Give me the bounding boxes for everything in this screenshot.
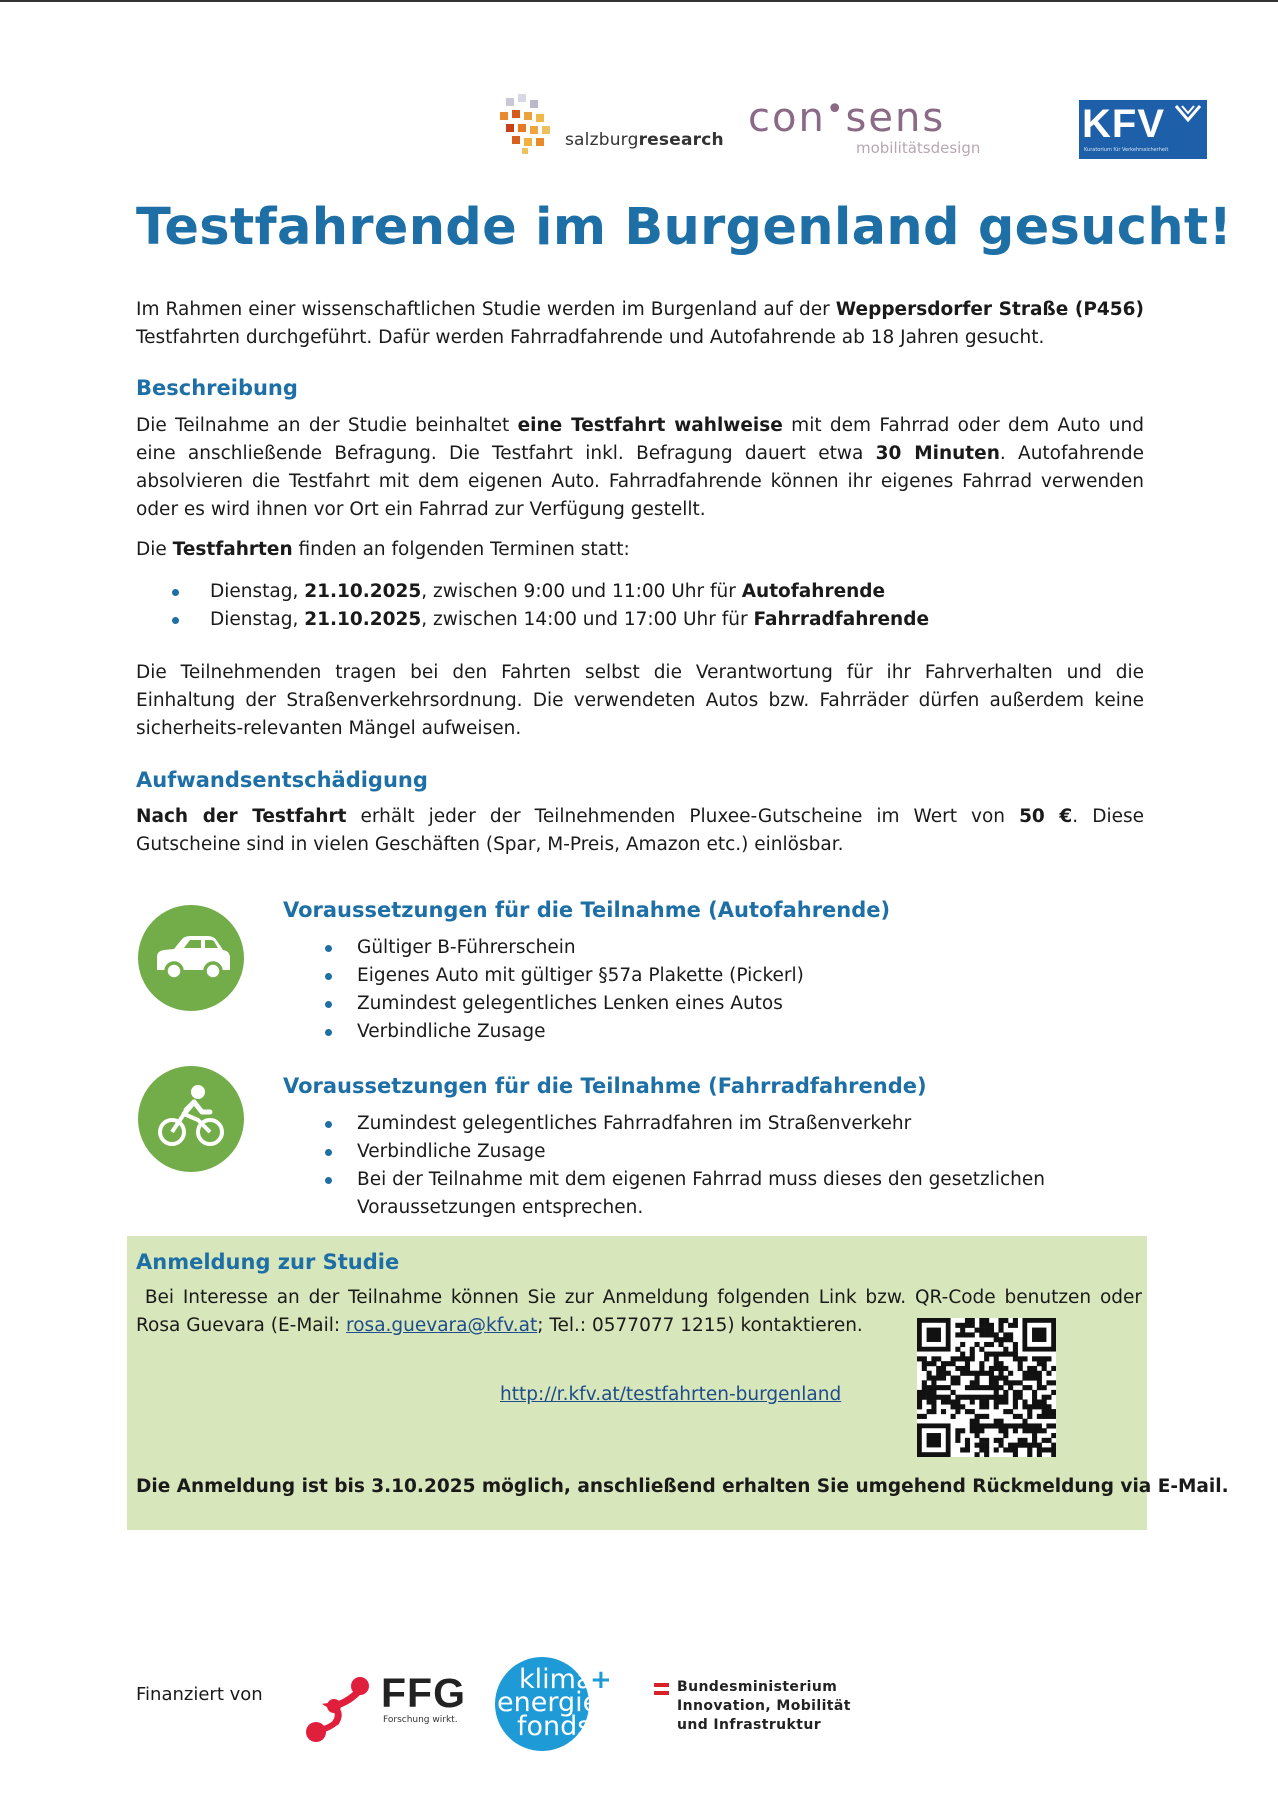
termin-day: Dienstag, bbox=[210, 581, 305, 602]
kfv-chevron-icon bbox=[1174, 104, 1202, 124]
registration-url-link[interactable]: http://r.kfv.at/testfahrten-burgenland bbox=[500, 1384, 842, 1405]
termin-target: Autofahrende bbox=[741, 581, 886, 602]
rad-heading: Voraussetzungen für die Teilnahme (Fahrradfahrende) bbox=[283, 1074, 927, 1098]
austria-flag-icon-stripe bbox=[654, 1691, 669, 1695]
top-border-line bbox=[0, 0, 1278, 2]
anmeldung-text-1: Bei Interesse an der Teilnahme können Sie zur Anmeldung folgenden Link bzw. QR-Code benutzen oder Rosa Guevara (E-Mail: bbox=[136, 1287, 1142, 1336]
consens-part2: sens bbox=[845, 95, 946, 141]
termine-intro-bold: Testfahrten bbox=[172, 539, 293, 560]
qr-code-image bbox=[917, 1318, 1056, 1457]
consens-dot: • bbox=[825, 92, 846, 127]
salzburgresearch-wordmark bbox=[565, 130, 724, 150]
aufwand-text-1: erhält jeder der Teilnehmenden Pluxee-Gutscheine im Wert von bbox=[346, 806, 1020, 827]
beschreibung-text-3: . Autofahrende absolvieren die Testfahrt mit dem eigenen Auto. Fahrradfahrende können ihr eigenes Fahrrad verwenden oder es wird ihnen vor Ort ein Fahrrad zur Verfügung gestellt. bbox=[136, 443, 1145, 520]
klima-word: klima bbox=[519, 1664, 593, 1695]
termin-date: 21.10.2025 bbox=[304, 609, 422, 630]
energie-word: energie bbox=[497, 1687, 600, 1718]
beschreibung-heading: Beschreibung bbox=[136, 376, 298, 400]
responsibility-paragraph: Die Teilnehmenden tragen bei den Fahrten selbst die Verantwortung für ihr Fahrverhalten und die Einhaltung der Straßenverkehrsordnung. Die verwendeten Autos bzw. Fahrräder dürfen außerdem keine sicherheits-relevanten Mängel aufweisen. bbox=[136, 662, 1144, 739]
list-item: Gültiger B-Führerschein bbox=[313, 934, 1113, 962]
consens-wordmark bbox=[748, 92, 945, 141]
termin-day: Dienstag, bbox=[210, 609, 305, 630]
ministry-line-1: Bundesministerium bbox=[677, 1679, 838, 1695]
bicycle-icon-circle bbox=[138, 1066, 244, 1172]
salzburgresearch-part1: salzburg bbox=[565, 130, 639, 150]
bicycle-icon bbox=[138, 1066, 244, 1172]
termine-list bbox=[136, 578, 1136, 634]
intro-road: Weppersdorfer Straße (P456) bbox=[835, 299, 1144, 320]
list-item bbox=[136, 606, 1136, 634]
ministry-name bbox=[677, 1678, 851, 1735]
beschreibung-text-1: Die Teilnahme an der Studie beinhaltet bbox=[136, 415, 518, 436]
list-item: Eigenes Auto mit gültiger §57a Plakette (Pickerl) bbox=[313, 962, 1113, 990]
anmeldung-text-2: ; Tel.: 0577077 1215) kontaktieren. bbox=[537, 1315, 863, 1336]
auto-heading: Voraussetzungen für die Teilnahme (Autofahrende) bbox=[283, 898, 891, 922]
page-title: Testfahrende im Burgenland gesucht! bbox=[136, 198, 1233, 257]
deadline-text: Die Anmeldung ist bis 3.10.2025 möglich, anschließend erhalten Sie umgehend Rückmeldung via E-Mail. bbox=[136, 1476, 1229, 1497]
termine-intro-text-1: Die bbox=[136, 539, 173, 560]
aufwand-heading: Aufwandsentschädigung bbox=[136, 768, 428, 792]
termine-intro-text-2: finden an folgenden Terminen statt: bbox=[292, 539, 630, 560]
rad-requirements-list bbox=[313, 1110, 1073, 1222]
email-link[interactable]: rosa.guevara@kfv.at bbox=[346, 1315, 538, 1336]
termine-intro bbox=[136, 536, 630, 564]
ministry-line-2: Innovation, Mobilität bbox=[677, 1698, 851, 1714]
beschreibung-text-2: mit dem Fahrrad oder dem Auto und eine anschließende Befragung. Die Testfahrt inkl. Befragung dauert etwa bbox=[136, 415, 1144, 464]
aufwand-amount: 50 € bbox=[1019, 806, 1073, 827]
auto-requirements-list bbox=[313, 934, 1113, 1046]
austria-flag-icon bbox=[654, 1683, 669, 1687]
salzburgresearch-part2: research bbox=[638, 130, 724, 150]
car-icon-circle bbox=[138, 905, 244, 1011]
klima-plus-icon: + bbox=[590, 1665, 612, 1695]
intro-text-1: Im Rahmen einer wissenschaftlichen Studie werden im Burgenland auf der bbox=[136, 299, 836, 320]
list-item: Verbindliche Zusage bbox=[313, 1138, 1073, 1166]
ffg-logo-icon bbox=[302, 1674, 382, 1744]
beschreibung-bold-1: eine Testfahrt wahlweise bbox=[517, 415, 783, 436]
termin-time: , zwischen 14:00 und 17:00 Uhr für bbox=[421, 609, 754, 630]
intro-paragraph bbox=[136, 296, 1144, 352]
funded-by-label: Finanziert von bbox=[136, 1684, 263, 1705]
salzburgresearch-logo-icon bbox=[496, 92, 560, 156]
aufwand-paragraph bbox=[136, 803, 1144, 859]
aufwand-text-2: . Diese Gutscheine sind in vielen Geschäften (Spar, M-Preis, Amazon etc.) einlösbar. bbox=[136, 806, 1144, 855]
list-item: Zumindest gelegentliches Lenken eines Autos bbox=[313, 990, 1113, 1018]
qr-code[interactable] bbox=[917, 1318, 1056, 1457]
consens-part1: con bbox=[748, 95, 826, 141]
kfv-logo-subtitle: Kuratorium für Verkehrssicherheit bbox=[1084, 147, 1169, 153]
consens-subtitle: mobilitätsdesign bbox=[856, 139, 981, 157]
termin-time: , zwischen 9:00 und 11:00 Uhr für bbox=[421, 581, 742, 602]
termin-target: Fahrradfahrende bbox=[753, 609, 930, 630]
anmeldung-heading: Anmeldung zur Studie bbox=[136, 1250, 400, 1274]
beschreibung-duration: 30 Minuten bbox=[875, 443, 1000, 464]
klima-energie-fonds-logo bbox=[495, 1657, 600, 1751]
termin-date: 21.10.2025 bbox=[304, 581, 422, 602]
car-icon bbox=[138, 905, 244, 1011]
kfv-logo-text: KFV bbox=[1082, 102, 1165, 146]
fonds-word: fonds bbox=[517, 1711, 592, 1742]
list-item: Verbindliche Zusage bbox=[313, 1018, 1113, 1046]
list-item bbox=[136, 578, 1136, 606]
intro-text-2: Testfahrten durchgeführt. Dafür werden Fahrradfahrende und Autofahrende ab 18 Jahren gesucht. bbox=[136, 327, 1045, 348]
ffg-wordmark: FFG bbox=[381, 1670, 466, 1716]
ministry-line-3: und Infrastruktur bbox=[677, 1717, 822, 1733]
beschreibung-paragraph bbox=[136, 412, 1144, 524]
list-item: Bei der Teilnahme mit dem eigenen Fahrrad muss dieses den gesetzlichen Voraussetzungen entsprechen. bbox=[313, 1166, 1073, 1222]
ffg-tagline: Forschung wirkt. bbox=[383, 1715, 458, 1725]
aufwand-bold-1: Nach der Testfahrt bbox=[136, 806, 347, 827]
list-item: Zumindest gelegentliches Fahrradfahren im Straßenverkehr bbox=[313, 1110, 1073, 1138]
registration-url-wrapper bbox=[500, 1381, 841, 1409]
